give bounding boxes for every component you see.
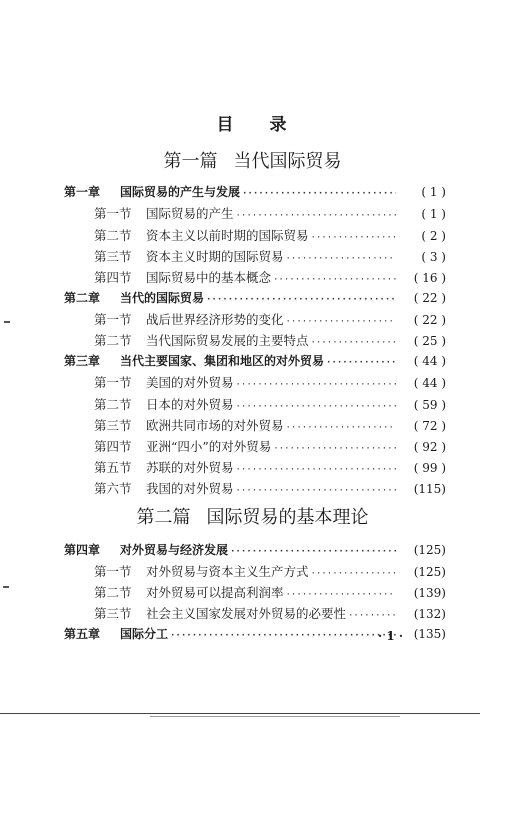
- page-number: ( 22 ): [413, 291, 446, 305]
- section-number: 第一节: [94, 375, 132, 390]
- leader-dots: [236, 211, 396, 221]
- part-number: 第一篇: [163, 151, 218, 172]
- scan-edge-line: [0, 713, 480, 714]
- leader-dots: [236, 486, 396, 496]
- section-number: 第四节: [94, 439, 132, 454]
- part-heading: [0, 503, 505, 529]
- part-title: 国际贸易的基本理论: [206, 507, 369, 528]
- chapter-number: 第三章: [64, 354, 101, 368]
- toc-section-entry: [94, 395, 446, 415]
- part-title: 当代国际贸易: [233, 151, 342, 172]
- page-number: (125): [413, 543, 446, 557]
- section-number: 第三节: [94, 418, 132, 433]
- section-number: 第一节: [94, 564, 132, 579]
- toc-chapter-entry: [64, 352, 446, 372]
- page-number: ( 92 ): [413, 440, 446, 454]
- chapter-title: 对外贸易与经济发展: [120, 543, 229, 557]
- toc-section-entry: [94, 562, 446, 582]
- toc-section-entry: [94, 604, 446, 624]
- page-number: ( 44 ): [413, 376, 446, 390]
- section-title: 苏联的对外贸易: [146, 460, 234, 475]
- page-number: ( 16 ): [413, 271, 446, 285]
- leader-dots: [273, 275, 396, 285]
- toc-section-entry: [94, 310, 446, 330]
- page-number: (139): [413, 586, 446, 600]
- page-folio: · 1 ·: [378, 629, 404, 643]
- section-title: 日本的对外贸易: [146, 397, 234, 412]
- leader-dots: [311, 569, 396, 579]
- leader-dots: [170, 631, 396, 641]
- page-number: ( 59 ): [413, 398, 446, 412]
- section-title: 资本主义时期的国际贸易: [146, 249, 284, 264]
- part-number: 第二篇: [136, 507, 191, 528]
- section-title: 社会主义国家发展对外贸易的必要性: [146, 606, 347, 621]
- page-number: (132): [413, 607, 446, 621]
- section-number: 第二节: [94, 228, 132, 243]
- toc-title: [0, 110, 505, 135]
- leader-dots: [311, 233, 396, 243]
- page-number: ( 72 ): [413, 419, 446, 433]
- leader-dots: [286, 317, 396, 327]
- toc-section-entry: [94, 226, 446, 246]
- chapter-title: 当代主要国家、集团和地区的对外贸易: [120, 354, 325, 368]
- page-number: ( 25 ): [413, 334, 446, 348]
- toc-section-entry: [94, 437, 446, 457]
- toc-chapter-entry: [64, 541, 446, 561]
- toc-section-entry: [94, 416, 446, 436]
- section-number: 第二节: [94, 585, 132, 600]
- chapter-number: 第二章: [64, 291, 101, 305]
- section-title: 欧洲共同市场的对外贸易: [146, 418, 284, 433]
- scan-edge-line-faint: [150, 716, 400, 717]
- page-number: (135): [413, 627, 446, 641]
- section-title: 对外贸易可以提高利润率: [146, 585, 284, 600]
- page-number: ( 2 ): [421, 229, 446, 243]
- toc-section-entry: [94, 479, 446, 499]
- section-title: 国际贸易中的基本概念: [146, 270, 272, 285]
- toc-section-entry: [94, 583, 446, 603]
- leader-dots: [326, 358, 396, 368]
- page-number: ( 99 ): [413, 461, 446, 475]
- section-title: 国际贸易的产生: [146, 206, 234, 221]
- toc-chapter-entry: [64, 183, 446, 203]
- page-number: (125): [413, 565, 446, 579]
- section-title: 我国的对外贸易: [146, 481, 234, 496]
- section-number: 第三节: [94, 249, 132, 264]
- toc-section-entry: [94, 458, 446, 478]
- section-number: 第一节: [94, 312, 132, 327]
- section-title: 当代国际贸易发展的主要特点: [146, 333, 309, 348]
- chapter-title: 国际分工: [120, 627, 169, 641]
- toc-section-entry: [94, 204, 446, 224]
- leader-dots: [236, 465, 396, 475]
- page-number: ( 1 ): [421, 185, 446, 199]
- toc-section-entry: [94, 247, 446, 267]
- toc-section-entry: [94, 331, 446, 351]
- section-number: 第三节: [94, 606, 132, 621]
- chapter-number: 第四章: [64, 543, 101, 557]
- section-number: 第一节: [94, 206, 132, 221]
- leader-dots: [348, 611, 396, 621]
- part-heading: [0, 147, 505, 173]
- page-number: ( 44 ): [413, 354, 446, 368]
- chapter-title: 当代的国际贸易: [120, 291, 205, 305]
- leader-dots: [242, 189, 396, 199]
- page-number: ( 3 ): [421, 250, 446, 264]
- chapter-title: 国际贸易的产生与发展: [120, 185, 241, 199]
- toc-section-entry: [94, 268, 446, 288]
- section-number: 第四节: [94, 270, 132, 285]
- page-number: (115): [413, 482, 446, 496]
- leader-dots: [311, 338, 396, 348]
- toc-title-right: 录: [269, 115, 289, 135]
- leader-dots: [286, 423, 396, 433]
- chapter-number: 第一章: [64, 185, 101, 199]
- page-number: ( 1 ): [421, 207, 446, 221]
- leader-dots: [286, 590, 396, 600]
- section-number: 第二节: [94, 397, 132, 412]
- toc-title-left: 目: [216, 115, 236, 135]
- toc-chapter-entry: [64, 289, 446, 309]
- leader-dots: [230, 547, 396, 557]
- section-title: 战后世界经济形势的变化: [146, 312, 284, 327]
- section-title: 资本主义以前时期的国际贸易: [146, 228, 309, 243]
- leader-dots: [273, 444, 396, 454]
- leader-dots: [236, 380, 396, 390]
- scan-speck: [3, 586, 9, 588]
- section-title: 对外贸易与资本主义生产方式: [146, 564, 309, 579]
- page-number: ( 22 ): [413, 313, 446, 327]
- leader-dots: [286, 254, 396, 264]
- section-title: 亚洲“四小”的对外贸易: [146, 439, 272, 454]
- scan-speck: [4, 321, 10, 323]
- toc-section-entry: [94, 373, 446, 393]
- section-number: 第六节: [94, 481, 132, 496]
- leader-dots: [206, 295, 396, 305]
- section-number: 第五节: [94, 460, 132, 475]
- section-title: 美国的对外贸易: [146, 375, 234, 390]
- leader-dots: [236, 402, 396, 412]
- section-number: 第二节: [94, 333, 132, 348]
- chapter-number: 第五章: [64, 627, 101, 641]
